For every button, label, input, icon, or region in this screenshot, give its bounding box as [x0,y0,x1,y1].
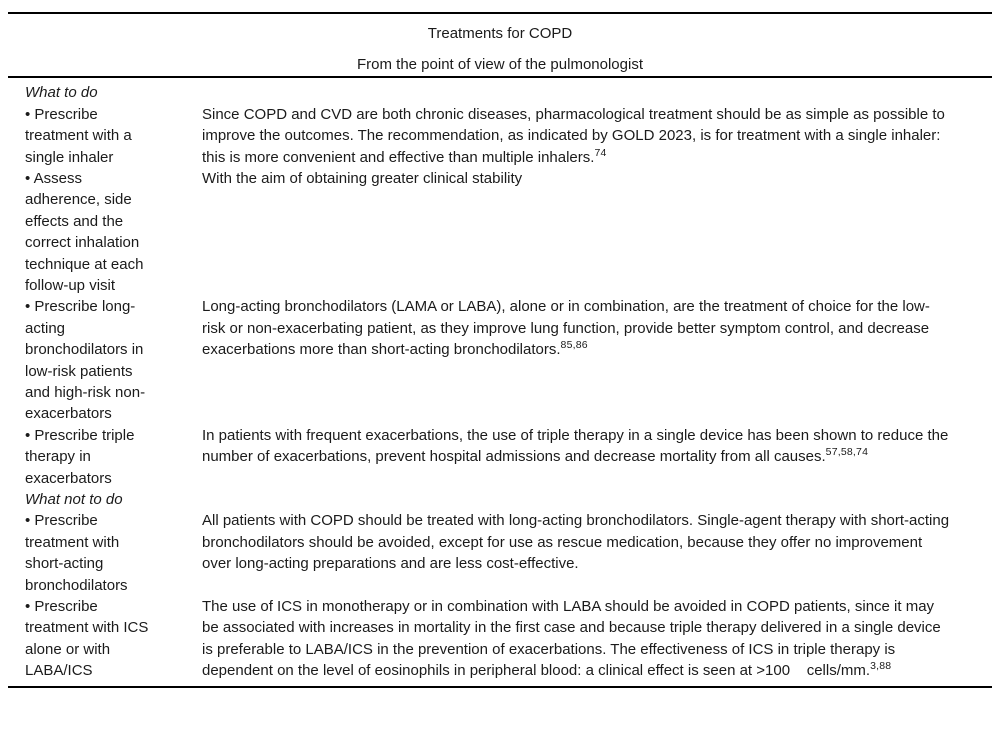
reference-superscript: 57,58,74 [825,446,869,459]
reference-superscript: 3,88 [870,660,892,673]
todo-triple-therapy-description [202,425,952,489]
section-heading-what-to-do: What to do [25,84,98,102]
todo-assess-adherence-description [202,168,952,296]
table-subtitle: From the point of view of the pulmonologist [357,55,643,73]
todo-single-inhaler-label: • Prescribe treatment with a single inhaler [25,105,132,166]
description-text: Long-acting bronchodilators (LAMA or LABA), alone or in combination, are the treatment of choice for the low-risk or non-exacerbating patient, as they improve lung function, provide better symptom control, and decrease exacerbations more than short-acting bronchodilators. [202,298,930,359]
description-text: With the aim of obtaining greater clinical stability [202,169,523,187]
table-body [8,78,992,685]
description-text: In patients with frequent exacerbations, the use of triple therapy in a single device has been shown to reduce the number of exacerbations, prevent hospital admissions and decrease mortality from all causes. [202,426,949,466]
table-bottom-rule [8,686,992,688]
avoid-short-acting-bronchodilators-description [202,510,952,596]
table-header [8,14,992,76]
document-page [0,12,1000,738]
table-title: Treatments for COPD [427,24,573,42]
avoid-short-acting-bronchodilators-label: • Prescribe treatment with short-acting bronchodilators [25,512,128,594]
todo-long-acting-bronchodilators-description [202,296,952,424]
description-text: All patients with COPD should be treated with long-acting bronchodilators. Single-agent therapy with short-acting bronchodilators should be avoided, except for use as rescue medication, because they offer no improvement over long-acting preparations and are less cost-effective. [202,512,950,573]
reference-superscript: 74 [594,146,607,159]
description-text: Since COPD and CVD are both chronic diseases, pharmacological treatment should be as simple as possible to improve the outcomes. The recommendation, as indicated by GOLD 2023, is for treatment with a single inhaler: this is more convenient and effective than multiple inhalers. [202,105,945,166]
todo-assess-adherence-label: • Assess adherence, side effects and the correct inhalation technique at each follow-up visit [25,169,144,294]
reference-superscript: 85,86 [560,339,588,352]
copd-treatments-table [8,12,992,688]
avoid-ics-description [202,596,952,682]
todo-long-acting-bronchodilators-label: • Prescribe long-acting bronchodilators in low-risk patients and high-risk non-exacerbators [25,298,146,423]
todo-triple-therapy-label: • Prescribe triple therapy in exacerbators [25,426,135,487]
section-heading-what-not-to-do: What not to do [25,491,123,508]
description-text: The use of ICS in monotherapy or in combination with LABA should be avoided in COPD patients, since it may be associated with increases in mortality in the first case and because triple therapy delivered in a single device is preferable to LABA/ICS in the prevention of exacerbations. The effectiveness of ICS in triple therapy is dependent on the level of eosinophils in peripheral blood: a clinical effect is seen at >100 cells/mm. [202,598,941,680]
todo-single-inhaler-description [202,104,952,168]
avoid-ics-label: • Prescribe treatment with ICS alone or with LABA/ICS [25,598,149,680]
